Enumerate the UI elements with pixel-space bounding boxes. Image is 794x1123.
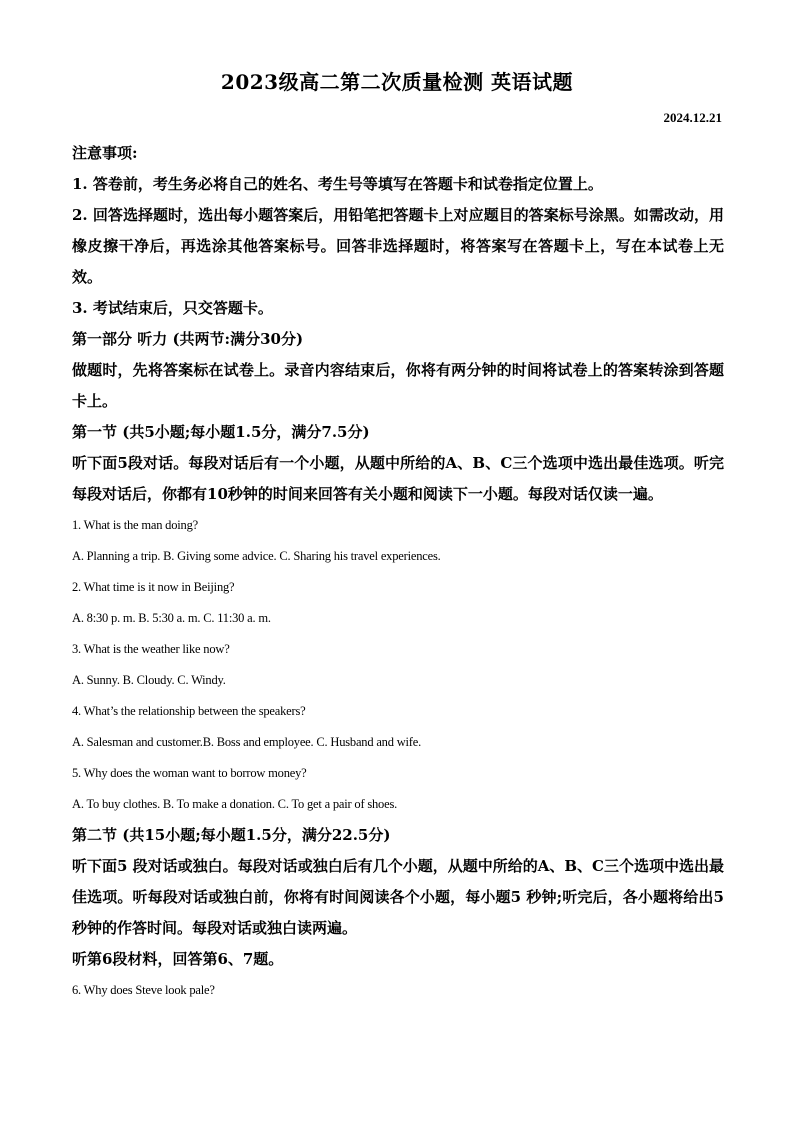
material-6-heading: 听第6段材料，回答第6、7题。 — [72, 950, 284, 968]
question-5-options: A. To buy clothes. B. To make a donation. C. To get a pair of shoes. — [72, 797, 398, 811]
notice-item-2: 2. 回答选择题时，选出每小题答案后，用铅笔把答题卡上对应题目的答案标号涂黑。如需改动，用橡皮擦干净后，再选涂其他答案标号。回答非选择题时，将答案写在答题卡上，写在本试卷上无效。 — [72, 206, 724, 286]
question-1-options: A. Planning a trip. B. Giving some advice. C. Sharing his travel experiences. — [72, 549, 441, 563]
exam-content — [72, 138, 724, 1006]
question-3: 3. What is the weather like now? — [72, 642, 230, 656]
question-2: 2. What time is it now in Beijing? — [72, 580, 235, 594]
part1-heading: 第一部分 听力 (共两节:满分30分) — [72, 330, 304, 348]
section1-instruction: 听下面5段对话。每段对话后有一个小题，从题中所给的A、B、C三个选项中选出最佳选项。听完每段对话后，你都有10秒钟的时间来回答有关小题和阅读下一小题。每段对话仅读一遍。 — [72, 454, 724, 503]
notice-item-1: 1. 答卷前，考生务必将自己的姓名、考生号等填写在答题卡和试卷指定位置上。 — [72, 175, 603, 193]
question-2-options: A. 8:30 p. m. B. 5:30 a. m. C. 11:30 a. m. — [72, 611, 271, 625]
exam-title: 2023级高二第二次质量检测 英语试题 — [220, 70, 574, 94]
question-4: 4. What’s the relationship between the speakers? — [72, 704, 306, 718]
question-1: 1. What is the man doing? — [72, 518, 198, 532]
question-5: 5. Why does the woman want to borrow money? — [72, 766, 307, 780]
section2-instruction: 听下面5 段对话或独白。每段对话或独白后有几个小题，从题中所给的A、B、C三个选项中选出最佳选项。听每段对话或独白前，你将有时间阅读各个小题，每小题5 秒钟;听完后，各小题将给出5秒钟的作答时间。每段对话或独白读两遍。 — [72, 857, 724, 937]
notice-item-3: 3. 考试结束后，只交答题卡。 — [72, 299, 273, 317]
question-6: 6. Why does Steve look pale? — [72, 983, 215, 997]
notice-heading: 注意事项: — [72, 144, 138, 162]
part1-instruction: 做题时，先将答案标在试卷上。录音内容结束后，你将有两分钟的时间将试卷上的答案转涂到答题卡上。 — [72, 361, 724, 410]
section2-heading: 第二节 (共15小题;每小题1.5分，满分22.5分) — [72, 826, 391, 844]
section1-heading: 第一节 (共5小题;每小题1.5分，满分7.5分) — [72, 423, 370, 441]
question-3-options: A. Sunny. B. Cloudy. C. Windy. — [72, 673, 226, 687]
exam-date: 2024.12.21 — [663, 110, 722, 125]
question-4-options: A. Salesman and customer.B. Boss and employee. C. Husband and wife. — [72, 735, 422, 749]
